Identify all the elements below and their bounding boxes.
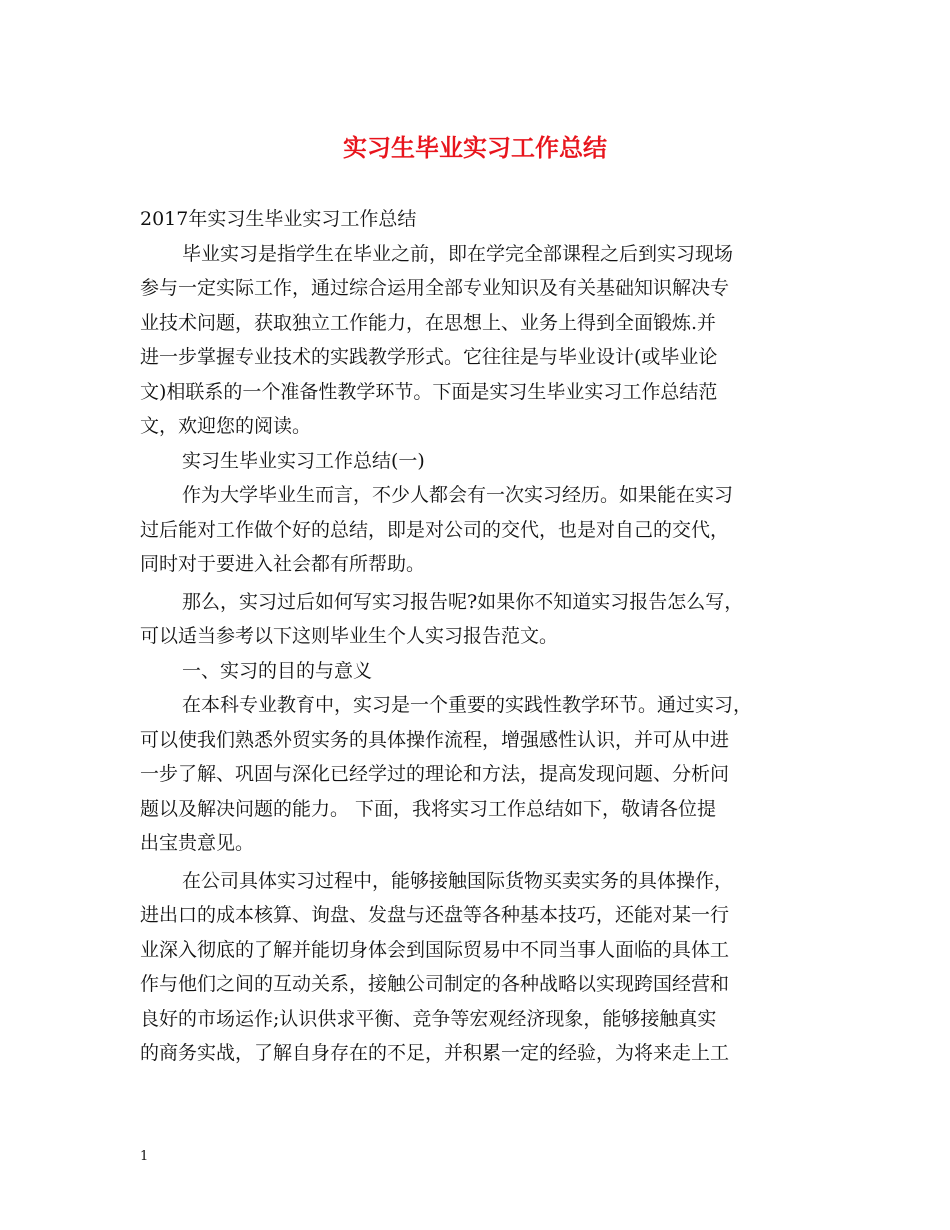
paragraph-line: 业技术问题，获取独立工作能力，在思想上、业务上得到全面锻炼.并	[140, 311, 717, 334]
paragraph-line: 过后能对工作做个好的总结，即是对公司的交代，也是对自己的交代，	[140, 518, 730, 541]
paragraph-line: 良好的市场运作;认识供求平衡、竞争等宏观经济现象，能够接触真实	[140, 1007, 717, 1030]
subtitle-line: 2017年实习生毕业实习工作总结	[140, 208, 417, 230]
document-title: 实习生毕业实习工作总结	[343, 133, 607, 162]
paragraph-line: 可以使我们熟悉外贸实务的具体操作流程，增强感性认识，并可从中进	[140, 728, 730, 751]
paragraph-line: 文，欢迎您的阅读。	[140, 415, 312, 437]
page-number: 1	[140, 1149, 149, 1164]
paragraph-line: 在本科专业教育中，实习是一个重要的实践性教学环节。通过实习，	[182, 694, 753, 716]
paragraph-line: 参与一定实际工作，通过综合运用全部专业知识及有关基础知识解决专	[140, 277, 730, 299]
paragraph-line: 在公司具体实习过程中，能够接触国际货物买卖实务的具体操作，	[182, 869, 734, 892]
document-body	[140, 202, 825, 1071]
paragraph-line: 同时对于要进入社会都有所帮助。	[140, 553, 426, 575]
paragraph-line: 一步了解、巩固与深化已经学过的理论和方法，提高发现问题、分析问	[140, 763, 730, 785]
paragraph-line: 作为大学毕业生而言，不少人都会有一次实习经历。如果能在实习	[182, 484, 734, 506]
section-heading: 实习生毕业实习工作总结(一)	[182, 449, 425, 472]
paragraph-line: 题以及解决问题的能力。 下面，我将实习工作总结如下，敬请各位提	[140, 797, 717, 820]
paragraph-line: 可以适当参考以下这则毕业生个人实习报告范文。	[140, 625, 559, 647]
paragraph-line: 毕业实习是指学生在毕业之前，即在学完全部课程之后到实习现场	[182, 242, 734, 265]
paragraph-line: 的商务实战，了解自身存在的不足，并积累一定的经验，为将来走上工	[140, 1042, 730, 1064]
paragraph-line: 那么，实习过后如何写实习报告呢?如果你不知道实习报告怎么写，	[182, 590, 744, 613]
paragraph-line: 作与他们之间的互动关系，接触公司制定的各种战略以实现跨国经营和	[140, 973, 730, 995]
paragraph-line: 进一步掌握专业技术的实践教学形式。它往往是与毕业设计(或毕业论	[140, 346, 718, 368]
paragraph-line: 业深入彻底的了解并能切身体会到国际贸易中不同当事人面临的具体工	[140, 938, 730, 961]
paragraph-line: 出宝贵意见。	[140, 832, 255, 854]
paragraph-line: 文)相联系的一个准备性教学环节。下面是实习生毕业实习工作总结范	[140, 380, 718, 403]
section-heading: 一、实习的目的与意义	[182, 659, 373, 682]
paragraph-line: 进出口的成本核算、询盘、发盘与还盘等各种基本技巧，还能对某一行	[140, 904, 730, 926]
